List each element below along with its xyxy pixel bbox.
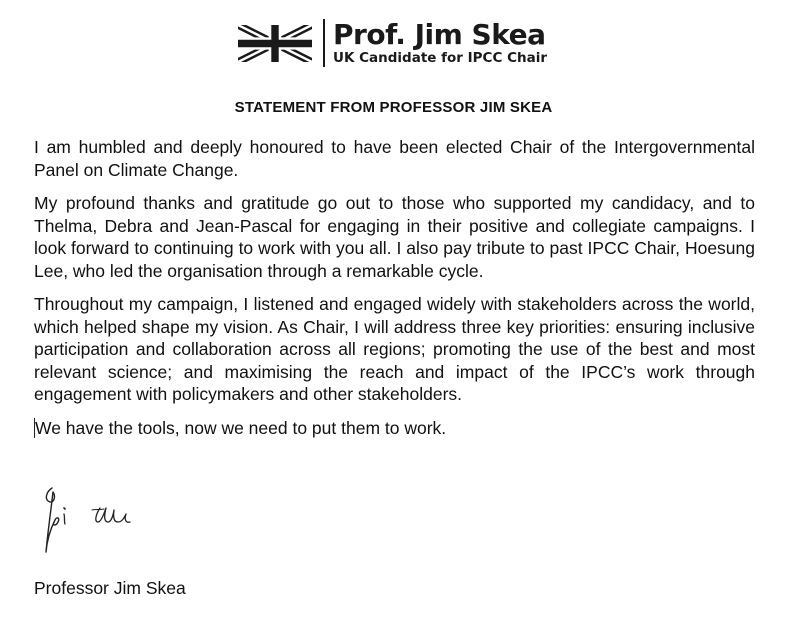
statement-heading: STATEMENT FROM PROFESSOR JIM SKEA (234, 99, 553, 116)
paragraph-1: I am humbled and deeply honoured to have been elected Chair of the Intergovernmental Panel on Climate Change. (34, 137, 755, 180)
paragraph-3: Throughout my campaign, I listened and engaged widely with stakeholders across the world, which helped shape my vision. As Chair, I will address three key priorities: ensuring inclusive participation and collaboration across all regions; promoting the use of the best and most relevant science; and maximising the reach and impact of the IPCC’s work through engagement with policymakers and other stakeholders. (34, 294, 755, 404)
logo-name: Prof. Jim Skea (333, 17, 546, 51)
logo-text (333, 17, 547, 66)
paragraph-2: My profound thanks and gratitude go out to those who supported my candidacy, and to Thelma, Debra and Jean-Pascal for engaging in their positive and collegiate campaigns. I look forward to continuing to work with you all. I also pay tribute to past IPCC Chair, Hoesung Lee, who led the organisation through a remarkable cycle. (34, 193, 755, 281)
logo-tagline: UK Candidate for IPCC Chair (333, 49, 547, 66)
closing-paragraph[interactable] (34, 417, 755, 440)
header-logo (238, 14, 547, 72)
statement-body (34, 136, 755, 450)
union-jack-flag-icon (238, 25, 312, 62)
signatory-name: Professor Jim Skea (34, 578, 186, 598)
logo-divider (323, 19, 325, 67)
handwritten-signature (38, 480, 148, 560)
closing-line: We have the tools, now we need to put them to work. (35, 417, 447, 438)
